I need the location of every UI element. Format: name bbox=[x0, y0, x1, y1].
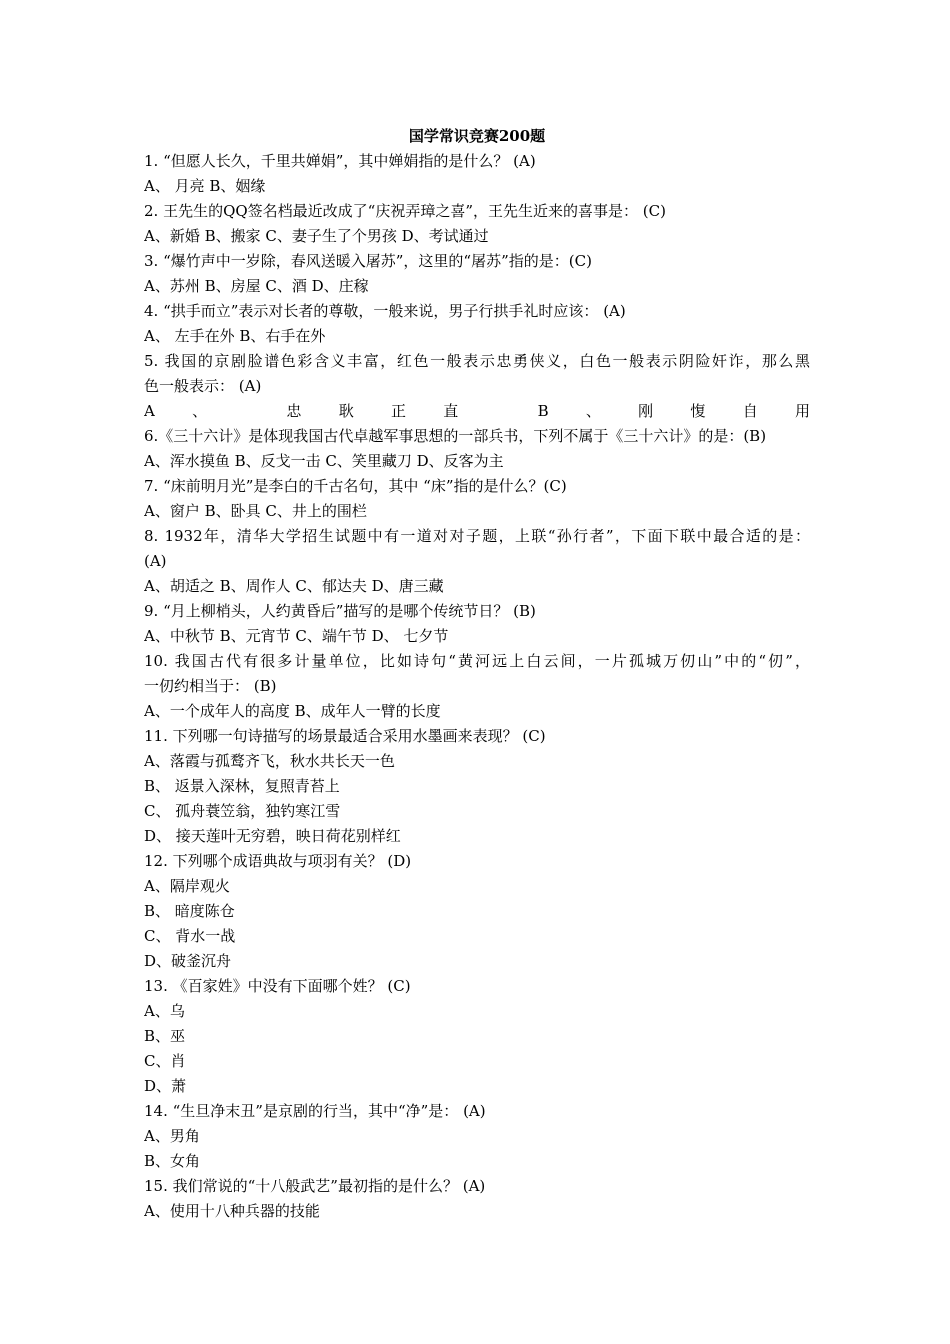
text-line: 8. 1932年，清华大学招生试题中有一道对对子题，上联“孙行者”，下面下联中最合适的是： bbox=[144, 527, 810, 545]
text-line: B、 暗度陈仓 bbox=[144, 902, 235, 920]
text-line: 11. 下列哪一句诗描写的场景最适合采用水墨画来表现？ (C) bbox=[144, 727, 546, 745]
text-line: C、 孤舟蓑笠翁，独钓寒江雪 bbox=[144, 802, 341, 820]
text-line: 4. “拱手而立”表示对长者的尊敬，一般来说，男子行拱手礼时应该： (A) bbox=[144, 302, 626, 320]
text-line: 10. 我国古代有很多计量单位，比如诗句“黄河远上白云间，一片孤城万仞山”中的“仞”， bbox=[144, 652, 810, 670]
text-line: A、窗户 B、卧具 C、井上的围栏 bbox=[144, 502, 367, 520]
text-line: A、男角 bbox=[144, 1127, 200, 1145]
text-line: 15. 我们常说的“十八般武艺”最初指的是什么？ (A) bbox=[144, 1177, 486, 1195]
text-line: A、 左手在外 B、右手在外 bbox=[144, 327, 326, 345]
text-line: 9. “月上柳梢头，人约黄昏后”描写的是哪个传统节日？ (B) bbox=[144, 602, 536, 620]
text-line: A、胡适之 B、周作人 C、郁达夫 D、唐三藏 bbox=[144, 577, 444, 595]
text-line: 1. “但愿人长久，千里共婵娟”，其中婵娟指的是什么？ (A) bbox=[144, 152, 536, 170]
text-line: A、乌 bbox=[144, 1002, 185, 1020]
text-line: A、 忠耿正直 B、刚愎自用 bbox=[144, 402, 810, 420]
text-line: 一仞约相当于： (B) bbox=[144, 677, 277, 695]
text-line: C、肖 bbox=[144, 1052, 186, 1070]
text-line: B、巫 bbox=[144, 1027, 186, 1045]
text-line: D、破釜沉舟 bbox=[144, 952, 232, 970]
text-line: 13. 《百家姓》中没有下面哪个姓？ (C) bbox=[144, 977, 411, 995]
text-line: 色一般表示： (A) bbox=[144, 377, 262, 395]
text-line: A、苏州 B、房屋 C、酒 D、庄稼 bbox=[144, 277, 369, 295]
text-line: B、女角 bbox=[144, 1152, 201, 1170]
text-line: A、一个成年人的高度 B、成年人一臂的长度 bbox=[144, 702, 441, 720]
text-line: A、浑水摸鱼 B、反戈一击 C、笑里藏刀 D、反客为主 bbox=[144, 452, 504, 470]
text-line: 7. “床前明月光”是李白的千古名句，其中 “床”指的是什么？(C) bbox=[144, 477, 567, 495]
text-line: C、 背水一战 bbox=[144, 927, 236, 945]
text-line: 5. 我国的京剧脸谱色彩含义丰富，红色一般表示忠勇侠义，白色一般表示阴险奸诈，那么黑 bbox=[144, 352, 810, 370]
text-line: 12. 下列哪个成语典故与项羽有关？ (D) bbox=[144, 852, 412, 870]
text-line: (A) bbox=[144, 552, 167, 570]
document-title: 国学常识竞赛200题 bbox=[408, 127, 546, 145]
text-line: 2. 王先生的QQ签名档最近改成了“庆祝弄璋之喜”，王先生近来的喜事是： (C) bbox=[144, 202, 666, 220]
text-line: A、 月亮 B、姻缘 bbox=[144, 177, 266, 195]
text-line: D、 接天莲叶无穷碧，映日荷花别样红 bbox=[144, 827, 401, 845]
document-body bbox=[144, 124, 810, 1224]
question-list bbox=[144, 149, 810, 1224]
text-line: A、落霞与孤鹜齐飞，秋水共长天一色 bbox=[144, 752, 395, 770]
text-line: A、新婚 B、搬家 C、妻子生了个男孩 D、考试通过 bbox=[144, 227, 489, 245]
text-line: A、隔岸观火 bbox=[144, 877, 230, 895]
text-line: 3. “爆竹声中一岁除，春风送暖入屠苏”，这里的“屠苏”指的是：(C) bbox=[144, 252, 592, 270]
text-line: A、使用十八种兵器的技能 bbox=[144, 1202, 320, 1220]
text-line: D、萧 bbox=[144, 1077, 187, 1095]
text-line: B、 返景入深林，复照青苔上 bbox=[144, 777, 340, 795]
text-line: 6.《三十六计》是体现我国古代卓越军事思想的一部兵书，下列不属于《三十六计》的是：(B) bbox=[144, 427, 767, 445]
text-line: 14. “生旦净末丑”是京剧的行当，其中“净”是： (A) bbox=[144, 1102, 486, 1120]
text-line: A、中秋节 B、元宵节 C、端午节 D、 七夕节 bbox=[144, 627, 449, 645]
